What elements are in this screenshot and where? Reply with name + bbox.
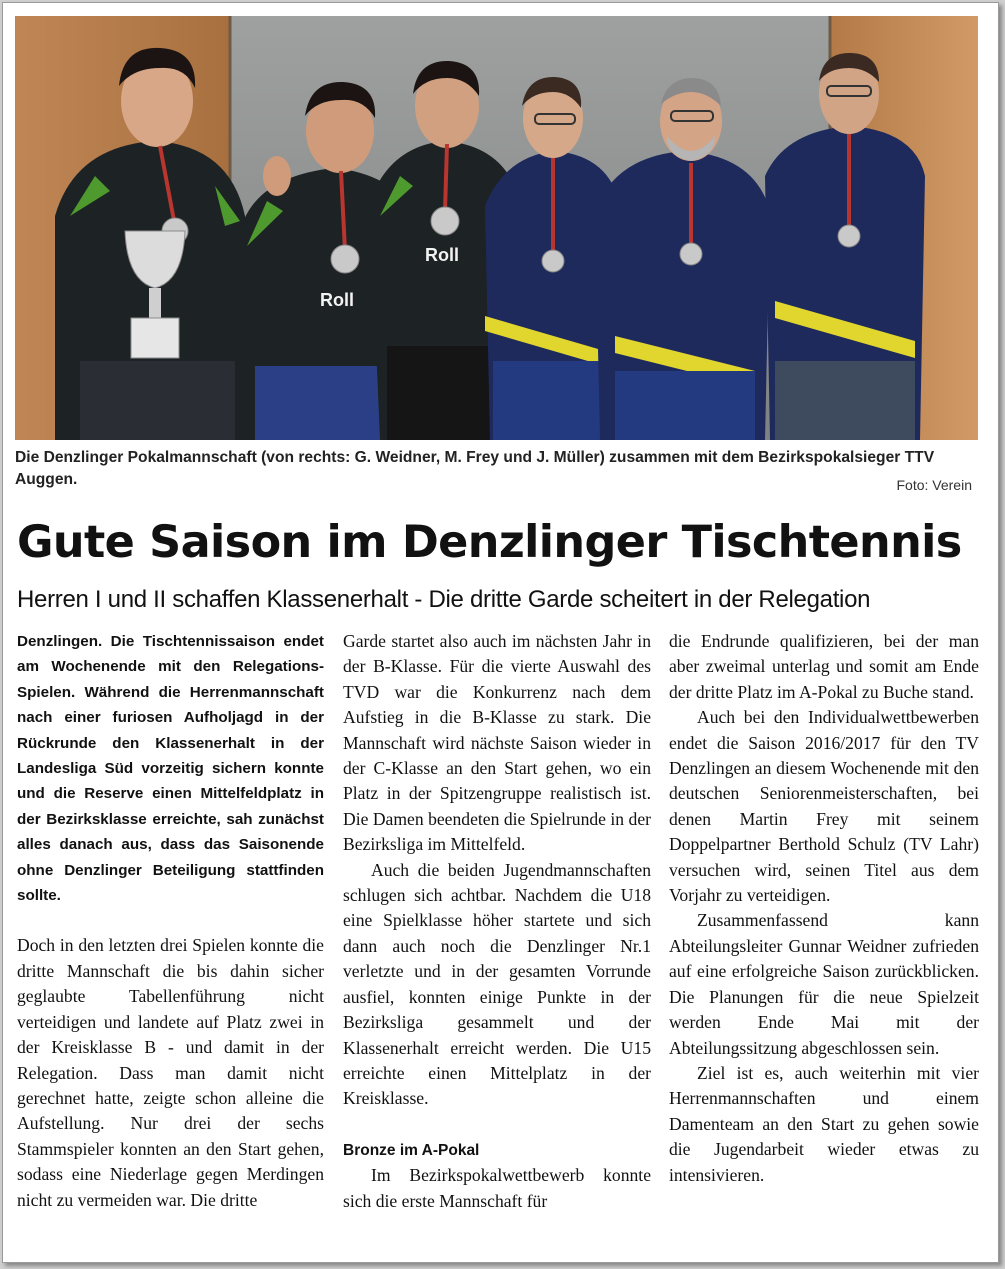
column-3 [669,629,979,1188]
team-photo-illustration [15,16,978,440]
paragraph: Doch in den letzten drei Spielen konnte die dritte Mannschaft die bis dahin sicher geglaubte Tabellenführung nicht verteidigen und landete auf Platz zwei in der Kreisklasse B - und damit in der Relegation. Dass man damit nicht gerechnet hatte, zeigte schon alleine die Aufstellung. Nur drei der sechs Stammspieler konnten an den Start gehen, sodass eine Niederlage gegen Merdingen nicht zu vermeiden war. Die dritte [17,935,324,1210]
photo-credit: Foto: Verein [896,477,972,493]
paragraph: Garde startet also auch im nächsten Jahr in der B-Klasse. Für die vierte Auswahl des TVD war die Konkurrenz nach dem Aufstieg in die B-Klasse zu stark. Die Mannschaft wird nächste Saison wieder in der C-Klasse an den Start gehen, wo ein Platz in der Spitzengruppe realistisch ist. Die Damen beendeten die Spielrunde in der Bezirksliga im Mittelfeld. [343,631,651,855]
jersey-text-roll-2: Roll [425,245,459,265]
headline: Gute Saison im Denzlinger Tischtennis [17,517,962,568]
photo-caption: Die Denzlinger Pokalmannschaft (von rechts: G. Weidner, M. Frey und J. Müller) zusammen mit dem Bezirkspokalsieger TTV Auggen. [15,449,935,488]
paragraph: Im Bezirkspokalwettbewerb konnte sich die erste Mannschaft für [343,1165,651,1211]
lead-paragraph: Denzlingen. Die Tischtennissaison endet am Wochenende mit den Relegations-Spielen. Während die Herrenmannschaft nach einer furiosen Aufholjagd in der Rückrunde den Klassenerhalt in der Landesliga Süd vorzeitig sichern konnte und die Reserve einen Mittelfeldplatz in der Bezirksklasse erreichte, sah zunächst alles danach aus, dass das Saisonende ohne Denzlinger Beteiligung stattfinden sollte. [17,633,324,905]
team-photo [15,16,978,440]
paragraph: Zusammenfassend kann Abteilungsleiter Gunnar Weidner zufrieden auf eine erfolgreiche Saison zurückblicken. Die Planungen für die neue Spielzeit werden Ende Mai mit der Abteilungssitzung abgeschlossen sein. [669,910,979,1058]
subheadline: Herren I und II schaffen Klassenerhalt - Die dritte Garde scheitert in der Relegation [17,586,871,613]
paragraph: Auch die beiden Jugendmannschaften schlugen sich achtbar. Nachdem die U18 eine Spielklasse höher startete und sich dann auch noch die Denzlinger Nr.1 verletzte und in der gesamten Vorrunde ausfiel, konnten einige Punkte in der Bezirksliga gesammelt und der Klassenerhalt erreicht werden. Die U15 erreichte einen Mittelplatz in der Kreisklasse. [343,859,651,1109]
paragraph: Ziel ist es, auch weiterhin mit vier Herrenmannschaften und einem Damenteam an den Start zu gehen sowie die Jugendarbeit wieder etwas zu intensivieren. [669,1062,979,1185]
newspaper-clipping [2,2,999,1263]
paragraph: die Endrunde qualifizieren, bei der man aber zweimal unterlag und somit am Ende der dritte Platz im A-Pokal zu Buche stand. [669,631,979,702]
column-1 [17,629,324,1213]
section-subtitle: Bronze im A-Pokal [343,1141,480,1159]
jersey-text-roll: Roll [320,290,354,310]
paragraph: Auch bei den Individualwettbewerben endet die Saison 2016/2017 für den TV Denzlingen an diesem Wochenende mit den deutschen Seniorenmeisterschaften, bei denen Martin Frey mit seinem Doppelpartner Berthold Schulz (TV Lahr) versuchen wird, seinen Titel aus dem Vorjahr zu verteidigen. [669,707,979,906]
column-2 [343,629,651,1214]
